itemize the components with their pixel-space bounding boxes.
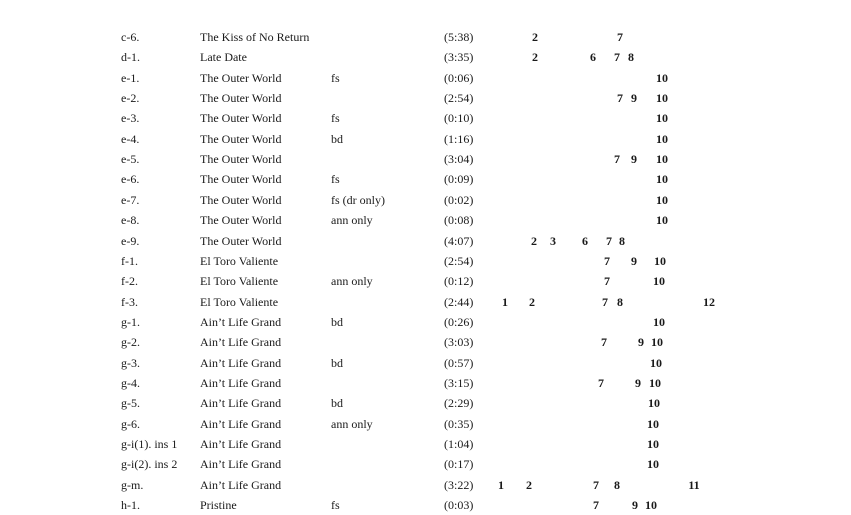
track-id: e-2. (121, 91, 140, 106)
table-row (0, 495, 851, 515)
track-note: bd (331, 131, 343, 146)
track-duration: (1:16) (444, 131, 474, 146)
track-duration: (3:22) (444, 477, 474, 492)
track-duration: (0:26) (444, 314, 474, 329)
track-id: f-1. (121, 253, 138, 268)
track-duration: (0:06) (444, 70, 474, 85)
table-row (0, 434, 851, 454)
take-number: 7 (602, 294, 608, 309)
track-title: The Outer World (200, 111, 282, 126)
track-id: g-i(2). ins 2 (121, 457, 178, 472)
table-row (0, 27, 851, 47)
take-number: 7 (614, 152, 620, 167)
track-id: c-6. (121, 30, 140, 44)
track-title: The Outer World (200, 213, 282, 228)
table-row (0, 353, 851, 373)
track-note: bd (331, 355, 343, 370)
take-number: 7 (606, 233, 612, 248)
take-number: 9 (631, 91, 637, 106)
take-number: 10 (656, 172, 668, 187)
track-title: The Kiss of No Return (200, 30, 310, 44)
track-duration: (0:10) (444, 111, 474, 126)
take-number: 10 (656, 213, 668, 228)
track-title: The Outer World (200, 70, 282, 85)
table-row (0, 373, 851, 393)
track-id: g-6. (121, 416, 140, 431)
track-title: El Toro Valiente (200, 253, 279, 268)
track-id: e-9. (121, 233, 140, 248)
take-number: 2 (526, 477, 532, 492)
track-note: fs (331, 70, 340, 85)
track-title: Ain’t Life Grand (200, 375, 282, 390)
track-id: e-1. (121, 70, 140, 85)
table-row (0, 393, 851, 413)
track-title: Ain’t Life Grand (200, 457, 282, 472)
track-id: f-3. (121, 294, 138, 309)
table-row (0, 454, 851, 474)
track-id: g-m. (121, 477, 144, 492)
track-duration: (2:54) (444, 253, 474, 268)
take-number: 7 (593, 477, 599, 492)
take-number: 9 (635, 375, 641, 390)
track-duration: (3:04) (444, 152, 474, 167)
track-duration: (0:12) (444, 274, 474, 289)
take-number: 7 (598, 375, 604, 390)
track-duration: (2:44) (444, 294, 474, 309)
take-number: 7 (617, 30, 623, 44)
take-number: 7 (614, 50, 620, 65)
take-number: 8 (617, 294, 623, 309)
take-number: 7 (593, 498, 599, 513)
take-number: 10 (653, 314, 665, 329)
track-note: bd (331, 396, 343, 411)
take-number: 8 (619, 233, 625, 248)
track-note: fs (331, 111, 340, 126)
track-note: fs (331, 498, 340, 513)
take-number: 6 (582, 233, 588, 248)
table-row (0, 475, 851, 495)
track-id: g-5. (121, 396, 140, 411)
take-number: 1 (498, 477, 504, 492)
take-number: 9 (631, 253, 637, 268)
track-note: ann only (331, 213, 373, 228)
track-title: El Toro Valiente (200, 274, 279, 289)
table-row (0, 231, 851, 251)
take-number: 2 (531, 233, 537, 248)
track-duration: (0:35) (444, 416, 474, 431)
track-duration: (0:02) (444, 192, 474, 207)
take-number: 10 (653, 274, 665, 289)
take-number: 7 (604, 274, 610, 289)
take-number: 10 (656, 192, 668, 207)
table-row (0, 129, 851, 149)
take-number: 10 (649, 375, 661, 390)
table-row (0, 312, 851, 332)
track-title: The Outer World (200, 91, 282, 106)
track-id: g-i(1). ins 1 (121, 437, 178, 451)
take-number: 12 (703, 294, 715, 309)
take-number: 8 (628, 50, 634, 65)
take-number: 10 (647, 457, 659, 472)
table-row (0, 190, 851, 210)
track-title: The Outer World (200, 152, 282, 167)
take-number: 11 (688, 477, 700, 492)
take-number: 8 (614, 477, 620, 492)
track-note: ann only (331, 274, 373, 289)
take-number: 10 (656, 131, 668, 146)
take-number: 7 (604, 253, 610, 268)
track-duration: (2:54) (444, 91, 474, 106)
track-duration: (4:07) (444, 233, 474, 248)
track-duration: (0:17) (444, 457, 474, 472)
table-row (0, 88, 851, 108)
take-number: 10 (654, 253, 666, 268)
table-row (0, 251, 851, 271)
track-id: g-2. (121, 335, 140, 350)
track-duration: (2:29) (444, 396, 474, 411)
take-number: 7 (617, 91, 623, 106)
track-title: The Outer World (200, 233, 282, 248)
take-number: 10 (647, 437, 659, 451)
track-id: e-3. (121, 111, 140, 126)
track-id: e-4. (121, 131, 140, 146)
track-title: Ain’t Life Grand (200, 477, 282, 492)
table-row (0, 149, 851, 169)
track-duration: (1:04) (444, 437, 474, 451)
take-number: 7 (601, 335, 607, 350)
take-number: 2 (532, 50, 538, 65)
track-note: fs (dr only) (331, 192, 385, 207)
track-duration: (0:08) (444, 213, 474, 228)
table-row (0, 68, 851, 88)
track-title: El Toro Valiente (200, 294, 279, 309)
track-title: Pristine (200, 498, 237, 513)
track-id: f-2. (121, 274, 138, 289)
table-row (0, 292, 851, 312)
take-number: 10 (656, 91, 668, 106)
track-title: Ain’t Life Grand (200, 416, 282, 431)
table-row (0, 271, 851, 291)
track-id: e-6. (121, 172, 140, 187)
take-number: 1 (502, 294, 508, 309)
track-id: h-1. (121, 498, 140, 513)
track-id: g-3. (121, 355, 140, 370)
take-number: 2 (532, 30, 538, 44)
track-duration: (3:03) (444, 335, 474, 350)
take-number: 9 (632, 498, 638, 513)
track-note: bd (331, 314, 343, 329)
track-id: g-1. (121, 314, 140, 329)
take-number: 10 (651, 335, 663, 350)
track-note: fs (331, 172, 340, 187)
track-title: Late Date (200, 50, 247, 65)
take-number: 9 (631, 152, 637, 167)
track-id: d-1. (121, 50, 140, 65)
take-number: 9 (638, 335, 644, 350)
take-number: 10 (656, 111, 668, 126)
take-number: 10 (656, 152, 668, 167)
take-number: 10 (650, 355, 662, 370)
take-number: 2 (529, 294, 535, 309)
take-number: 10 (648, 396, 660, 411)
track-duration: (5:38) (444, 30, 474, 44)
track-title: Ain’t Life Grand (200, 335, 282, 350)
track-title: The Outer World (200, 131, 282, 146)
track-id: e-5. (121, 152, 140, 167)
table-row (0, 210, 851, 230)
table-row (0, 47, 851, 67)
table-row (0, 332, 851, 352)
track-duration: (3:35) (444, 50, 474, 65)
track-duration: (0:09) (444, 172, 474, 187)
track-title: Ain’t Life Grand (200, 396, 282, 411)
track-title: Ain’t Life Grand (200, 314, 282, 329)
table-row (0, 169, 851, 189)
track-title: Ain’t Life Grand (200, 355, 282, 370)
track-title: Ain’t Life Grand (200, 437, 282, 451)
take-number: 10 (645, 498, 657, 513)
take-number: 6 (590, 50, 596, 65)
take-number: 10 (647, 416, 659, 431)
track-title: The Outer World (200, 192, 282, 207)
track-duration: (0:03) (444, 498, 474, 513)
table-row (0, 414, 851, 434)
track-id: e-8. (121, 213, 140, 228)
track-note: ann only (331, 416, 373, 431)
track-id: e-7. (121, 192, 140, 207)
track-duration: (3:15) (444, 375, 474, 390)
track-title: The Outer World (200, 172, 282, 187)
track-id: g-4. (121, 375, 140, 390)
take-number: 10 (656, 70, 668, 85)
take-number: 3 (550, 233, 556, 248)
table-row (0, 108, 851, 128)
track-duration: (0:57) (444, 355, 474, 370)
